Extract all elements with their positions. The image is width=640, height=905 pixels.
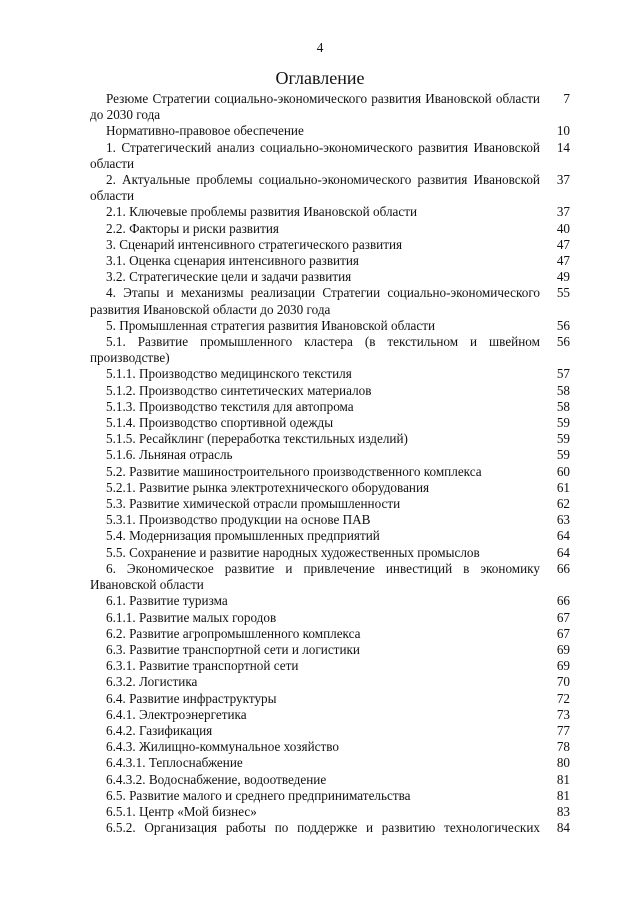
toc-entry-page: 81 <box>556 771 570 787</box>
toc-entry-title: 5.1.3. Производство текстиля для автопрома <box>106 398 354 414</box>
toc-entry-title: 2.2. Факторы и риски развития <box>106 220 279 236</box>
toc-entry-title: 6.4.3.1. Теплоснабжение <box>106 755 243 771</box>
toc-entry-page: 55 <box>556 285 570 301</box>
toc-entry-title: 6.5.1. Центр «Мой бизнес» <box>106 803 257 819</box>
toc-entry-title: 3. Сценарий интенсивного стратегического развития <box>106 236 403 252</box>
toc-entry-title: 6.3.2. Логистика <box>106 674 198 690</box>
toc-entry <box>90 626 570 642</box>
toc-entry-page: 60 <box>556 463 570 479</box>
toc-entry <box>90 691 570 707</box>
toc-entry <box>90 415 570 431</box>
toc-entry <box>90 804 570 820</box>
toc-entry <box>90 739 570 755</box>
toc-entry-page: 81 <box>556 787 570 803</box>
toc-entry <box>90 91 570 123</box>
toc-entry-page: 70 <box>556 674 570 690</box>
page-number: 4 <box>316 40 324 55</box>
toc-entry-page: 69 <box>556 658 570 674</box>
toc-entry-title: 5.1. Развитие промышленного кластера (в текстильном и швейном производстве) <box>90 334 540 366</box>
toc-entry-title: 5.1.2. Производство синтетических материалов <box>106 382 372 398</box>
toc-entry-title: 2. Актуальные проблемы социально-экономического развития Ивановской области <box>90 172 540 204</box>
toc-entry <box>90 172 570 204</box>
toc-entry-page: 78 <box>556 739 570 755</box>
toc-entry <box>90 221 570 237</box>
toc-entry-title: 6.3.1. Развитие транспортной сети <box>106 658 299 674</box>
toc-entry-title: 5.3. Развитие химической отрасли промышленности <box>106 496 401 512</box>
toc-entry <box>90 545 570 561</box>
toc-entry <box>90 561 570 593</box>
toc-entry <box>90 528 570 544</box>
toc-entry-page: 72 <box>556 690 570 706</box>
toc-entry-title: 5.1.1. Производство медицинского текстиля <box>106 366 352 382</box>
toc-entry-page: 14 <box>556 139 570 155</box>
toc-entry-title: 5. Промышленная стратегия развития Ивановской области <box>106 317 436 333</box>
toc-entry-page: 10 <box>556 123 570 139</box>
toc-entry-title: 5.1.4. Производство спортивной одежды <box>106 415 334 431</box>
toc-entry-title: 5.1.6. Льняная отрасль <box>106 447 233 463</box>
toc-entry-page: 69 <box>556 641 570 657</box>
toc-entry-page: 80 <box>556 755 570 771</box>
toc-entry-page: 7 <box>563 91 570 106</box>
toc-entry <box>90 642 570 658</box>
toc-entry <box>90 285 570 317</box>
toc-entry-title: 6.4.1. Электроэнергетика <box>106 706 247 722</box>
toc-entry-title: 6.3. Развитие транспортной сети и логистики <box>106 641 360 657</box>
toc-entry-title: 6. Экономическое развитие и привлечение инвестиций в экономику Ивановской области <box>90 560 540 593</box>
toc-entry-page: 37 <box>556 204 570 220</box>
toc-entry <box>90 658 570 674</box>
toc-entry-page: 84 <box>556 820 570 836</box>
toc-entry-title: 4. Этапы и механизмы реализации Стратегии социально-экономического развития Ивановской области до 2030 года <box>90 285 540 317</box>
toc-entry-page: 49 <box>556 269 570 285</box>
toc-entry <box>90 674 570 690</box>
toc-entry-title: 1. Стратегический анализ социально-экономического развития Ивановской области <box>90 139 540 171</box>
toc-entry-page: 47 <box>556 236 570 252</box>
toc-entry-page: 59 <box>556 415 570 431</box>
toc-entry <box>90 772 570 788</box>
toc-entry <box>90 512 570 528</box>
toc-entry-title: 5.5. Сохранение и развитие народных художественных промыслов <box>106 544 480 560</box>
toc-entry-page: 56 <box>556 334 570 350</box>
toc-entry-page: 83 <box>556 803 570 819</box>
toc-entry-title: 5.2.1. Развитие рынка электротехнического оборудования <box>106 479 430 495</box>
toc-entry-title: 6.4. Развитие инфраструктуры <box>106 690 277 706</box>
toc-entry <box>90 464 570 480</box>
toc-entry <box>90 269 570 285</box>
toc-entry-page: 63 <box>556 512 570 528</box>
toc-entry <box>90 383 570 399</box>
toc-entry-page: 73 <box>556 706 570 722</box>
toc-entry-title: 5.1.5. Ресайклинг (переработка текстильных изделий) <box>106 431 408 447</box>
toc-entry <box>90 140 570 172</box>
toc-entry-page: 59 <box>556 431 570 447</box>
toc-entry-title: 5.2. Развитие машиностроительного производственного комплекса <box>106 463 482 479</box>
toc-entry <box>90 431 570 447</box>
toc-entry-title: 6.4.3. Жилищно-коммунальное хозяйство <box>106 739 339 755</box>
toc-entry <box>90 788 570 804</box>
toc-entry <box>90 447 570 463</box>
toc-entry-page: 58 <box>556 398 570 414</box>
toc-entry <box>90 399 570 415</box>
toc-entry-title: 6.4.3.2. Водоснабжение, водоотведение <box>106 771 327 787</box>
toc-entry-page: 40 <box>556 220 570 236</box>
toc-entry-title: 6.1. Развитие туризма <box>106 593 228 609</box>
toc-entry-page: 57 <box>556 366 570 382</box>
toc-entry-title: Резюме Стратегии социально-экономического развития Ивановской области до 2030 года <box>90 91 540 123</box>
toc-entry <box>90 755 570 771</box>
toc-entry-title: 6.1.1. Развитие малых городов <box>106 609 277 625</box>
toc-entry <box>90 366 570 382</box>
toc-entry-page: 59 <box>556 447 570 463</box>
toc-entry <box>90 593 570 609</box>
toc-entry-title: 3.2. Стратегические цели и задачи развития <box>106 269 352 285</box>
toc-entry-page: 37 <box>556 172 570 188</box>
toc-entry-title: 5.3.1. Производство продукции на основе ПАВ <box>106 512 371 528</box>
toc-entry-title: 6.5. Развитие малого и среднего предпринимательства <box>106 787 411 803</box>
toc-entry-title: 2.1. Ключевые проблемы развития Ивановской области <box>106 204 418 220</box>
toc-entry-title: 5.4. Модернизация промышленных предприятий <box>106 528 380 544</box>
toc-entry-title: Нормативно-правовое обеспечение <box>106 123 304 139</box>
toc-entry-page: 64 <box>556 528 570 544</box>
toc-entry-page: 67 <box>556 609 570 625</box>
toc-entry-title: 6.4.2. Газификация <box>106 722 213 738</box>
toc-entry-page: 56 <box>556 317 570 333</box>
toc-entry-page: 64 <box>556 544 570 560</box>
toc-entry-title: 6.5.2. Организация работы по поддержке и развитию технологических <box>106 820 540 836</box>
toc-entry-page: 47 <box>556 253 570 269</box>
toc-entry-page: 66 <box>556 593 570 609</box>
toc-entry <box>90 820 570 836</box>
toc-entry <box>90 253 570 269</box>
toc-entry-page: 61 <box>556 479 570 495</box>
toc-entry <box>90 610 570 626</box>
toc-entry-page: 58 <box>556 382 570 398</box>
toc-entry <box>90 204 570 220</box>
toc-entry <box>90 496 570 512</box>
toc-entry <box>90 318 570 334</box>
toc-entry <box>90 723 570 739</box>
toc-entry-page: 77 <box>556 722 570 738</box>
toc-entry-title: 3.1. Оценка сценария интенсивного развития <box>106 253 359 269</box>
toc-entry <box>90 123 570 139</box>
toc-entry <box>90 334 570 366</box>
toc-entry <box>90 480 570 496</box>
toc-entry-page: 67 <box>556 625 570 641</box>
toc-entry <box>90 707 570 723</box>
toc-entry-page: 66 <box>556 560 570 576</box>
table-of-contents <box>90 91 570 836</box>
toc-title: Оглавление <box>275 68 365 88</box>
toc-entry-title: 6.2. Развитие агропромышленного комплекса <box>106 625 361 641</box>
toc-entry <box>90 237 570 253</box>
toc-entry-page: 62 <box>556 496 570 512</box>
